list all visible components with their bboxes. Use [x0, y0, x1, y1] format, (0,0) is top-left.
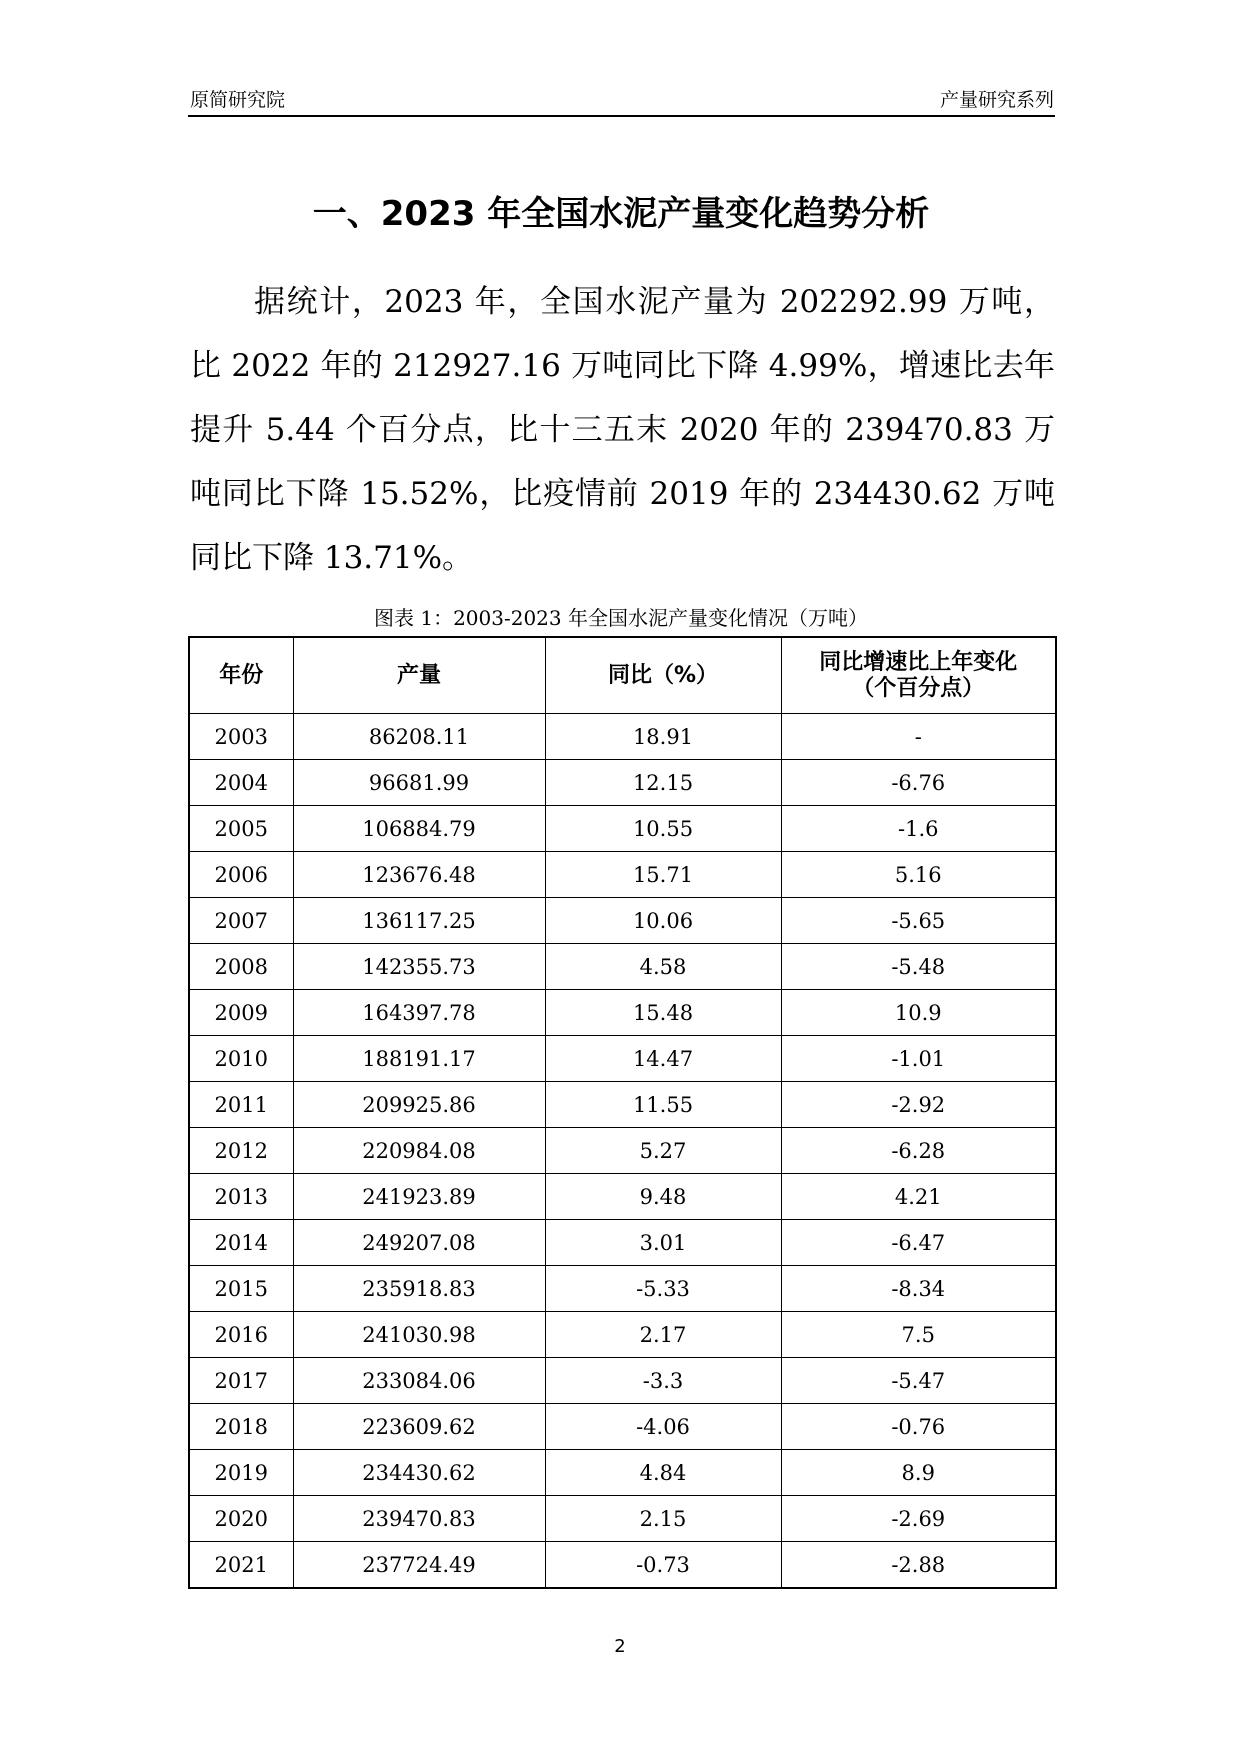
cell-yoy: -0.73 — [545, 1542, 781, 1589]
cell-year: 2014 — [189, 1220, 293, 1266]
cell-yoy-change: 4.21 — [781, 1174, 1056, 1220]
cell-year: 2012 — [189, 1128, 293, 1174]
cell-yoy: 10.06 — [545, 898, 781, 944]
header-divider — [188, 115, 1055, 117]
cell-output: 241030.98 — [293, 1312, 545, 1358]
cell-yoy-change: -1.01 — [781, 1036, 1056, 1082]
production-table — [188, 636, 1057, 1589]
cell-yoy: 9.48 — [545, 1174, 781, 1220]
cell-output: 136117.25 — [293, 898, 545, 944]
cell-output: 123676.48 — [293, 852, 545, 898]
cell-yoy-change: -1.6 — [781, 806, 1056, 852]
cell-year: 2018 — [189, 1404, 293, 1450]
table-caption: 图表 1：2003-2023 年全国水泥产量变化情况（万吨） — [374, 606, 868, 630]
table-row — [189, 1036, 1056, 1082]
table-row — [189, 852, 1056, 898]
page-number: 2 — [614, 1636, 626, 1657]
cell-yoy-change: -8.34 — [781, 1266, 1056, 1312]
table-row — [189, 1266, 1056, 1312]
cell-yoy: 15.71 — [545, 852, 781, 898]
cell-output: 235918.83 — [293, 1266, 545, 1312]
table-row — [189, 1082, 1056, 1128]
cell-output: 237724.49 — [293, 1542, 545, 1589]
cell-output: 188191.17 — [293, 1036, 545, 1082]
cell-year: 2021 — [189, 1542, 293, 1589]
cell-output: 233084.06 — [293, 1358, 545, 1404]
cell-yoy: 10.55 — [545, 806, 781, 852]
header-year: 年份 — [189, 637, 293, 714]
cell-output: 234430.62 — [293, 1450, 545, 1496]
table-row — [189, 990, 1056, 1036]
table-row — [189, 1496, 1056, 1542]
table-row — [189, 714, 1056, 760]
cell-yoy-change: 7.5 — [781, 1312, 1056, 1358]
cell-yoy-change: -5.47 — [781, 1358, 1056, 1404]
cell-yoy: 18.91 — [545, 714, 781, 760]
header-yoy: 同比（%） — [545, 637, 781, 714]
cell-output: 96681.99 — [293, 760, 545, 806]
cell-output: 239470.83 — [293, 1496, 545, 1542]
cell-yoy-change: -5.65 — [781, 898, 1056, 944]
table-row — [189, 1404, 1056, 1450]
cell-yoy-change: -2.88 — [781, 1542, 1056, 1589]
cell-yoy: 4.84 — [545, 1450, 781, 1496]
cell-year: 2003 — [189, 714, 293, 760]
cell-yoy: 15.48 — [545, 990, 781, 1036]
cell-yoy-change: -6.47 — [781, 1220, 1056, 1266]
cell-output: 142355.73 — [293, 944, 545, 990]
cell-yoy: 3.01 — [545, 1220, 781, 1266]
section-title: 一、2023 年全国水泥产量变化趋势分析 — [312, 194, 930, 234]
cell-yoy: 2.17 — [545, 1312, 781, 1358]
table-body — [189, 714, 1056, 1589]
table-header-row — [189, 637, 1056, 714]
table-row — [189, 1450, 1056, 1496]
header-org-name: 原简研究院 — [190, 89, 286, 111]
cell-year: 2007 — [189, 898, 293, 944]
table-row — [189, 1312, 1056, 1358]
table-row — [189, 1358, 1056, 1404]
cell-year: 2017 — [189, 1358, 293, 1404]
cell-yoy: -4.06 — [545, 1404, 781, 1450]
cell-year: 2008 — [189, 944, 293, 990]
table-row — [189, 760, 1056, 806]
cell-year: 2005 — [189, 806, 293, 852]
cell-output: 220984.08 — [293, 1128, 545, 1174]
cell-year: 2006 — [189, 852, 293, 898]
cell-output: 86208.11 — [293, 714, 545, 760]
cell-yoy-change: -2.69 — [781, 1496, 1056, 1542]
cell-output: 106884.79 — [293, 806, 545, 852]
cell-output: 164397.78 — [293, 990, 545, 1036]
cell-output: 209925.86 — [293, 1082, 545, 1128]
cell-year: 2016 — [189, 1312, 293, 1358]
cell-year: 2015 — [189, 1266, 293, 1312]
table-row — [189, 898, 1056, 944]
cell-yoy-change: -0.76 — [781, 1404, 1056, 1450]
header-output: 产量 — [293, 637, 545, 714]
cell-year: 2009 — [189, 990, 293, 1036]
cell-yoy-change: 8.9 — [781, 1450, 1056, 1496]
cell-yoy-change: -5.48 — [781, 944, 1056, 990]
cell-yoy-change: -6.76 — [781, 760, 1056, 806]
cell-year: 2010 — [189, 1036, 293, 1082]
cell-yoy-change: - — [781, 714, 1056, 760]
cell-year: 2019 — [189, 1450, 293, 1496]
cell-yoy-change: 10.9 — [781, 990, 1056, 1036]
table-row — [189, 806, 1056, 852]
cell-output: 249207.08 — [293, 1220, 545, 1266]
body-paragraph: 据统计，2023 年，全国水泥产量为 202292.99 万吨，比 2022 年的 212927.16 万吨同比下降 4.99%，增速比去年提升 5.44 个百分点，比十三五末 2020 年的 239470.83 万吨同比下降 15.52%，比疫情前 2019 年的 234430.62 万吨同比下降 13.71%。 — [190, 284, 1055, 576]
cell-yoy: 2.15 — [545, 1496, 781, 1542]
cell-yoy: 5.27 — [545, 1128, 781, 1174]
cell-yoy: -5.33 — [545, 1266, 781, 1312]
header-yoy-change: 同比增速比上年变化（个百分点） — [781, 637, 1056, 714]
table-row — [189, 1542, 1056, 1589]
cell-year: 2011 — [189, 1082, 293, 1128]
table-row — [189, 1220, 1056, 1266]
header-series-name: 产量研究系列 — [939, 89, 1054, 111]
cell-year: 2020 — [189, 1496, 293, 1542]
cell-year: 2013 — [189, 1174, 293, 1220]
cell-yoy: 14.47 — [545, 1036, 781, 1082]
cell-yoy: 12.15 — [545, 760, 781, 806]
table-row — [189, 1128, 1056, 1174]
cell-yoy-change: -6.28 — [781, 1128, 1056, 1174]
table-row — [189, 1174, 1056, 1220]
cell-yoy-change: -2.92 — [781, 1082, 1056, 1128]
cell-yoy: -3.3 — [545, 1358, 781, 1404]
cell-year: 2004 — [189, 760, 293, 806]
table-row — [189, 944, 1056, 990]
cell-output: 241923.89 — [293, 1174, 545, 1220]
cell-yoy: 11.55 — [545, 1082, 781, 1128]
cell-yoy: 4.58 — [545, 944, 781, 990]
cell-yoy-change: 5.16 — [781, 852, 1056, 898]
cell-output: 223609.62 — [293, 1404, 545, 1450]
